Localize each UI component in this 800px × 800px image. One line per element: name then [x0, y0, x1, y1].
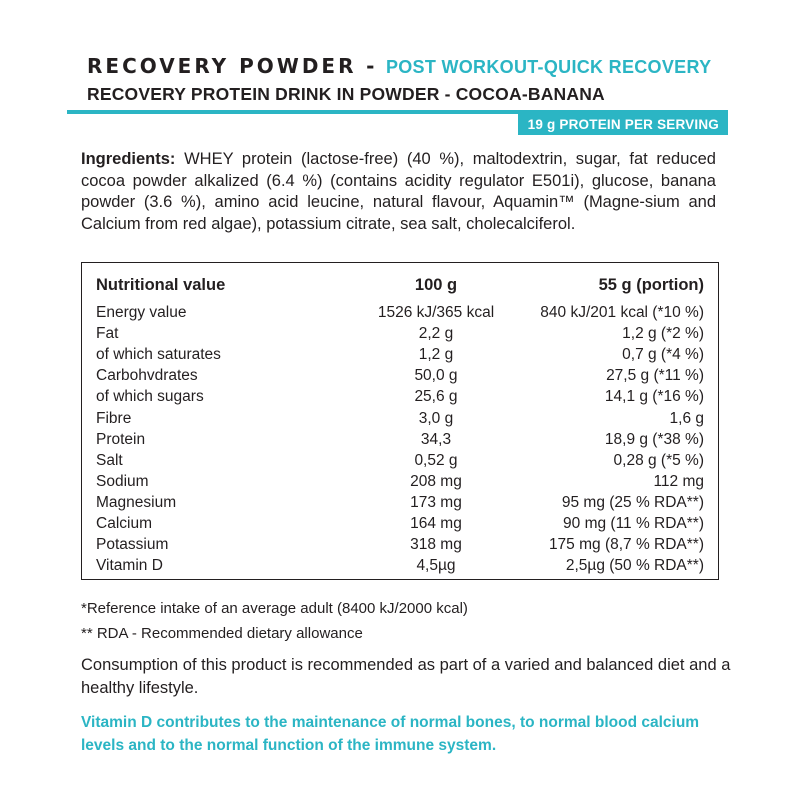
header-per-100g: 100 g: [414, 276, 458, 294]
nutrient-name: of which saturates: [96, 346, 221, 364]
header-per-portion: 55 g (portion): [598, 276, 704, 294]
value-per-portion: 2,5µg (50 % RDA**): [565, 557, 704, 575]
value-per-100g: 4,5µg: [416, 557, 456, 575]
value-per-portion: 95 mg (25 % RDA**): [561, 493, 704, 511]
value-per-portion: 112 mg: [653, 472, 704, 490]
health-claim: Vitamin D contributes to the maintenance of normal bones, to normal blood calcium levels and to the normal function of the immune system.: [81, 714, 700, 754]
table-row: [96, 302, 704, 323]
nutrient-name: Energy value: [96, 304, 187, 321]
value-per-100g: 1526 kJ/365 kcal: [377, 304, 495, 321]
header-nutritional-value: Nutritional value: [96, 276, 226, 294]
table-row: [96, 534, 704, 555]
value-per-100g: 25,6 g: [414, 388, 458, 406]
nutrition-header-row: [96, 274, 704, 296]
protein-badge: 19 g PROTEIN PER SERVING: [518, 114, 728, 135]
value-per-portion: 1,2 g (*2 %): [622, 325, 704, 343]
value-per-100g: 1,2 g: [418, 346, 454, 364]
ingredients-text: WHEY protein (lactose-free) (40 %), maltodextrin, sugar, fat reduced cocoa powder alkalized (6.4 %) (contains acidity regulator E501i), glucose, banana powder (3.6 %), amino acid leucine, natural flavour, Aquamin™ (Magne-sium and Calcium from red algae), potassium citrate, sea salt, cholecalciferol.: [81, 150, 716, 233]
value-per-100g: 34,3: [420, 430, 452, 448]
ingredients-label: Ingredients:: [81, 150, 176, 168]
table-row: [96, 513, 704, 534]
table-row: [96, 429, 704, 450]
nutrient-name: Sodium: [96, 472, 149, 490]
product-tagline: POST WORKOUT-QUICK RECOVERY: [385, 57, 712, 77]
nutrient-name: Magnesium: [96, 493, 177, 511]
value-per-100g: 208 mg: [410, 472, 462, 490]
value-per-portion: 18,9 g (*38 %): [604, 430, 704, 448]
nutrient-name: Calcium: [96, 515, 152, 532]
table-row: [96, 555, 704, 576]
value-per-portion: 90 mg (11 % RDA**): [563, 515, 704, 532]
value-per-100g: 0,52 g: [414, 451, 458, 469]
table-row: [96, 471, 704, 492]
nutrient-name: Fibre: [96, 409, 132, 427]
nutrient-name: Vitamin D: [96, 557, 163, 575]
value-per-portion: 840 kJ/201 kcal (*10 %): [540, 304, 704, 321]
product-name: RECOVERY POWDER: [87, 54, 357, 78]
footnote-reference-intake: *Reference intake of an average adult (8400 kJ/2000 kcal): [81, 600, 468, 617]
value-per-portion: 175 mg (8,7 % RDA**): [548, 536, 704, 554]
value-per-portion: 0,28 g (*5 %): [613, 451, 704, 469]
value-per-100g: 50,0 g: [414, 367, 458, 385]
table-row: [96, 450, 704, 471]
value-per-100g: 173 mg: [410, 493, 462, 511]
nutrient-name: of which sugars: [96, 388, 204, 406]
product-title: [87, 56, 711, 76]
value-per-100g: 3,0 g: [418, 409, 454, 427]
nutrient-name: Fat: [96, 325, 119, 343]
value-per-100g: 2,2 g: [418, 325, 454, 343]
nutrient-name: Salt: [96, 451, 123, 469]
ingredients-paragraph: [81, 149, 716, 235]
table-row: [96, 365, 704, 386]
value-per-portion: 1,6 g: [669, 409, 704, 427]
table-row: [96, 408, 704, 429]
value-per-portion: 14,1 g (*16 %): [604, 388, 704, 406]
nutrient-name: Carbohvdrates: [96, 367, 198, 385]
value-per-100g: 164 mg: [410, 515, 462, 532]
table-row: [96, 323, 704, 344]
table-row: [96, 492, 704, 513]
title-separator: -: [366, 54, 375, 78]
table-row: [96, 386, 704, 407]
nutrition-table: [81, 262, 719, 580]
footnote-rda: ** RDA - Recommended dietary allowance: [81, 625, 363, 642]
value-per-portion: 27,5 g (*11 %): [606, 367, 704, 385]
table-row: [96, 344, 704, 365]
nutrient-name: Protein: [96, 430, 146, 448]
nutrient-name: Potassium: [96, 536, 169, 554]
value-per-100g: 318 mg: [410, 536, 462, 554]
consumption-note: Consumption of this product is recommended as part of a varied and balanced diet and a healthy lifestyle.: [81, 656, 731, 697]
product-subtitle: RECOVERY PROTEIN DRINK IN POWDER - COCOA-BANANA: [87, 84, 605, 104]
value-per-portion: 0,7 g (*4 %): [622, 346, 704, 364]
